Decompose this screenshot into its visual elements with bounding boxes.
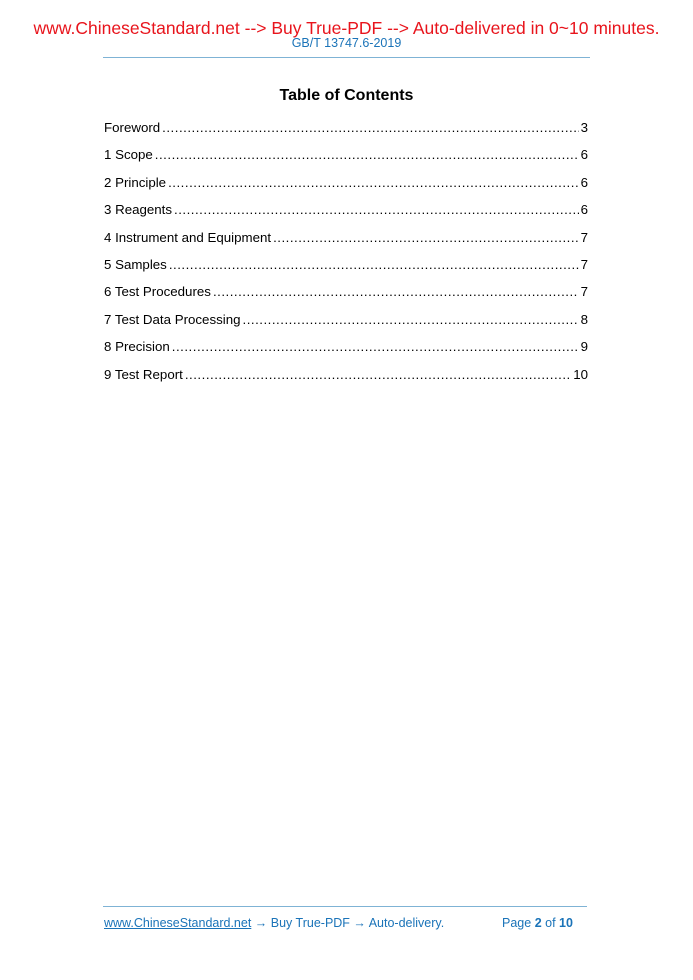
toc-entry-page: 6 <box>580 147 588 163</box>
toc-leader-dots <box>185 366 571 384</box>
toc-leader-dots <box>168 174 579 192</box>
toc-leader-dots <box>243 311 579 329</box>
toc-entry-page: 7 <box>580 256 588 272</box>
toc-leader-dots <box>273 229 579 247</box>
page-total: 10 <box>559 916 573 930</box>
toc-entry-samples[interactable] <box>104 256 588 283</box>
toc-entry-label: 6 Test Procedures <box>104 284 211 300</box>
toc-entry-principle[interactable] <box>104 174 588 201</box>
toc-entry-page: 3 <box>580 120 588 135</box>
page-word: Page <box>502 916 532 930</box>
toc-entry-foreword[interactable] <box>104 119 588 146</box>
toc-entry-label: 1 Scope <box>104 147 153 163</box>
toc-entry-scope[interactable] <box>104 146 588 173</box>
toc-entry-label: 3 Reagents <box>104 202 173 218</box>
toc-leader-dots <box>169 256 579 274</box>
toc-entry-label: 9 Test Report <box>104 366 183 382</box>
toc-entry-test-report[interactable] <box>104 366 588 393</box>
document-id: GB/T 13747.6-2019 <box>291 36 402 50</box>
page-indicator <box>502 916 573 930</box>
toc-entry-label: 8 Precision <box>104 339 170 355</box>
promo-banner[interactable]: www.ChineseStandard.net --> Buy True-PDF --> Auto-delivered in 0~10 minutes. <box>33 18 660 38</box>
toc-leader-dots <box>155 146 579 164</box>
toc-title: Table of Contents <box>279 87 414 104</box>
toc-leader-dots <box>162 119 578 137</box>
toc-leader-dots <box>172 338 579 356</box>
toc-entry-precision[interactable] <box>104 338 588 365</box>
toc-entry-label: 4 Instrument and Equipment <box>104 229 272 245</box>
footer-promo-text: → Buy True-PDF → Auto-delivery. <box>251 916 445 930</box>
toc-entry-page: 9 <box>580 339 588 355</box>
toc-entry-page: 6 <box>580 202 588 218</box>
toc-leader-dots <box>174 201 579 219</box>
of-word: of <box>545 916 556 930</box>
toc-leader-dots <box>213 283 579 301</box>
toc-entry-instrument[interactable] <box>104 229 588 256</box>
footer-divider <box>103 906 587 907</box>
page-current: 2 <box>534 916 542 930</box>
toc-entry-reagents[interactable] <box>104 201 588 228</box>
toc-entry-label: 2 Principle <box>104 174 167 190</box>
footer-site-link[interactable]: www.ChineseStandard.net <box>104 916 252 930</box>
toc-entry-page: 8 <box>580 311 588 327</box>
toc-entry-page: 7 <box>580 229 588 245</box>
toc-entry-test-procedures[interactable] <box>104 283 588 310</box>
toc-list <box>104 119 588 393</box>
toc-entry-label: Foreword <box>104 120 161 135</box>
toc-entry-label: 5 Samples <box>104 256 167 272</box>
footer-promo <box>104 916 444 930</box>
toc-entry-page: 10 <box>573 366 588 382</box>
toc-entry-label: 7 Test Data Processing <box>104 311 241 327</box>
toc-entry-page: 6 <box>580 174 588 190</box>
toc-entry-page: 7 <box>580 284 588 300</box>
toc-entry-data-processing[interactable] <box>104 311 588 338</box>
header-divider <box>103 57 590 58</box>
